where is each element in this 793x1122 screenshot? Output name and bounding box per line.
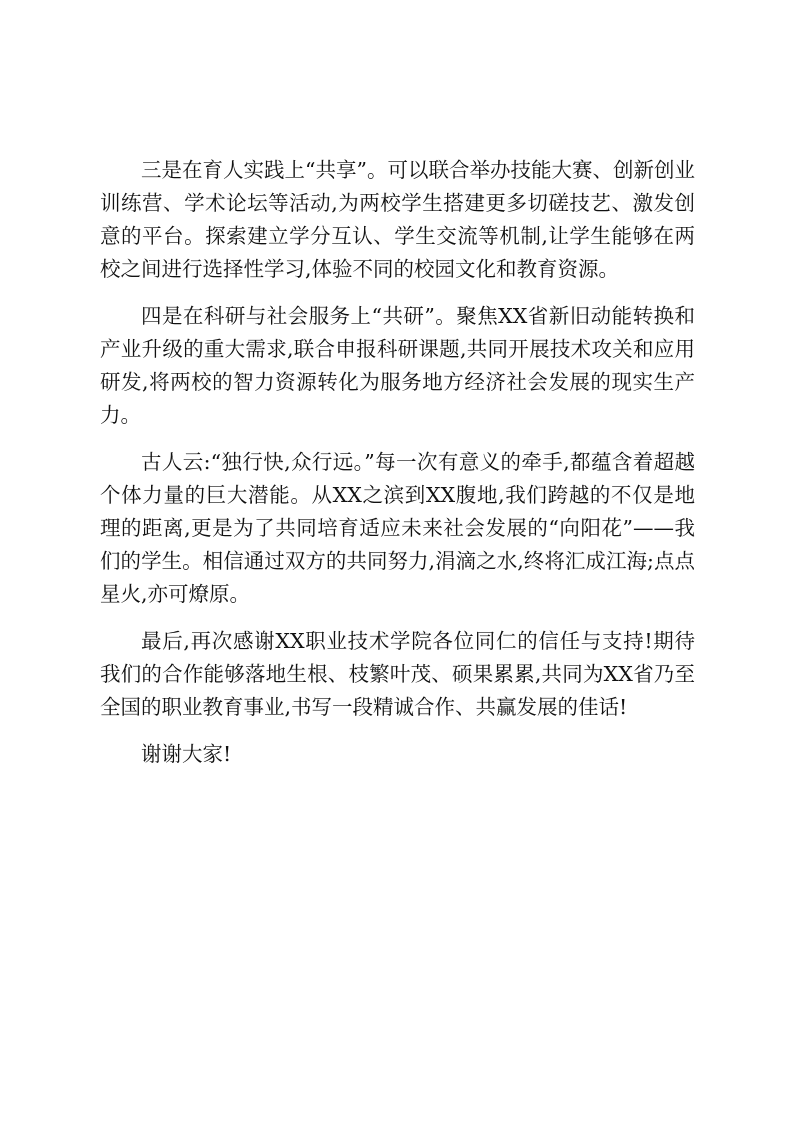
paragraph-closing-thanks: 最后,再次感谢XX职业技术学院各位同仁的信任与支持!期待我们的合作能够落地生根、枝繁叶茂、硕果累累,共同为XX省乃至全国的职业教育事业,书写一段精诚合作、共赢发展的佳话! [100,629,695,719]
paragraph-thank-you: 谢谢大家! [141,742,232,766]
paragraph-ancient-saying: 古人云:“独行快,众行远。”每一次有意义的牵手,都蕴含着超越个体力量的巨大潜能。从XX之滨到XX腹地,我们跨越的不仅是地理的距离,更是为了共同培育适应未来社会发展的“向阳花”——我们的学生。相信通过双方的共同努力,涓滴之水,终将汇成江海;点点星火,亦可燎原。 [100,450,695,606]
paragraph-education-practice: 三是在育人实践上“共享”。可以联合举办技能大赛、创新创业训练营、学术论坛等活动,为两校学生搭建更多切磋技艺、激发创意的平台。探索建立学分互认、学生交流等机制,让学生能够在两校之间进行选择性学习,体验不同的校园文化和教育资源。 [100,158,695,281]
paragraph-research-service: 四是在科研与社会服务上“共研”。聚焦XX省新旧动能转换和产业升级的重大需求,联合申报科研课题,共同开展技术攻关和应用研发,将两校的智力资源转化为服务地方经济社会发展的现实生产力。 [100,304,695,427]
document-body [100,154,695,785]
